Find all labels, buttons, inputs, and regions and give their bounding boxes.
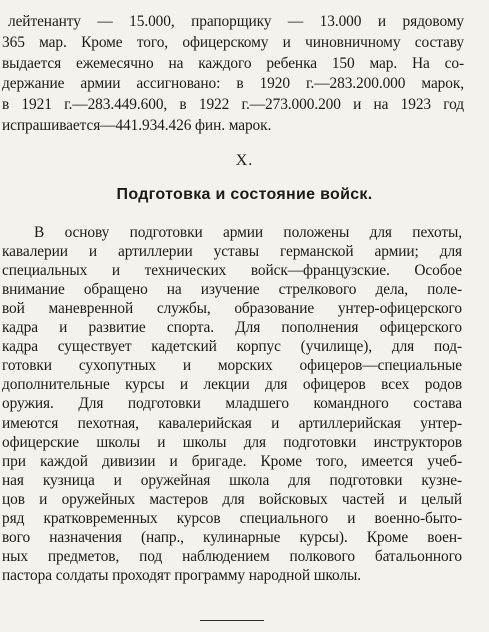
- text-line: имеются пехотная, кавалерийская и артиллерийская унтер-: [2, 414, 462, 432]
- text-line: вого назначения (напр., кулинарные курсы). Кроме воен-: [2, 528, 462, 546]
- section-number: X.: [235, 152, 254, 169]
- footer-rule: [200, 620, 264, 621]
- text-line: 365 мар. Кроме того, офицерскому и чиновничному составу: [2, 33, 464, 51]
- text-line: испрашивается—441.934.426 фин. марок.: [2, 117, 272, 134]
- text-line: специальных и технических войск—французские. Особое: [2, 262, 462, 280]
- text-line: держание армии ассигновано: в 1920 г.—283.200.000 марок,: [2, 75, 464, 93]
- text-line: внимание обращено на изучение стрелкового дела, поле-: [2, 281, 462, 299]
- text-line: цов и оружейных мастеров для войсковых частей и целый: [2, 490, 462, 508]
- text-line: офицерские школы и школы для подготовки инструкторов: [2, 433, 462, 451]
- text-line: кадра и развитие спорта. Для пополнения офицерского: [2, 319, 462, 337]
- text-line: лейтенанту — 15.000, прапорщику — 13.000 и рядовому: [8, 13, 464, 30]
- section-title: Подготовка и состояние войск.: [116, 186, 373, 203]
- text-line: при каждой дивизии и бригаде. Кроме того, имеется учеб-: [2, 452, 462, 470]
- text-line: ная кузница и оружейная школа для подготовки кузне-: [2, 471, 462, 489]
- text-line: оружия. Для подготовки младшего командного состава: [2, 395, 462, 413]
- text-line: пастора солдаты проходят программу народной школы.: [2, 566, 362, 584]
- text-line: готовки сухопутных и морских офицеров—специальные: [2, 357, 462, 375]
- text-line: кавалерии и артиллерии уставы германской армии; для: [2, 243, 462, 261]
- text-line: выдается ежемесячно на каждого ребенка 150 мар. На со-: [2, 54, 464, 72]
- text-line: в 1921 г.—283.449.600, в 1922 г.—273.000.200 и на 1923 год: [2, 96, 464, 114]
- text-line: кадра существует кадетский корпус (училище), для под-: [2, 338, 462, 356]
- text-line: ряд кратковременных курсов специального и военно-быто-: [2, 509, 462, 527]
- text-line: вой маневренной службы, образование унтер-офицерского: [2, 300, 462, 318]
- text-line: дополнительные курсы и лекции для офицеров всех родов: [2, 376, 462, 394]
- text-line: ных предметов, под наблюдением полкового батальонного: [2, 547, 462, 565]
- text-line: В основу подготовки армии положены для пехоты,: [34, 224, 462, 241]
